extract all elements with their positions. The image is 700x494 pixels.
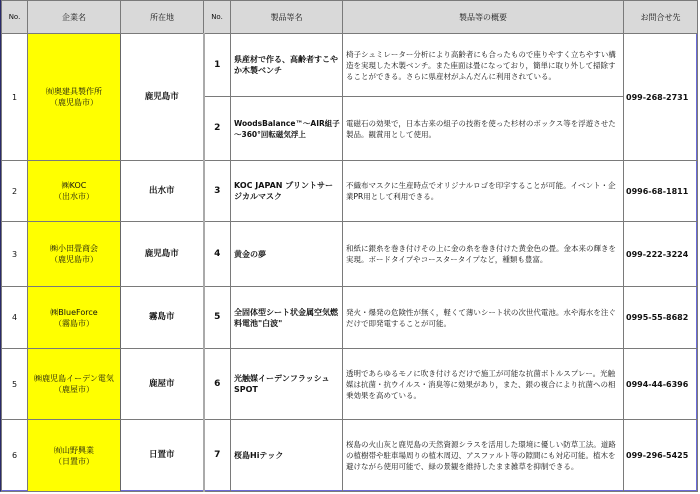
company-name-line: ㈲奥建具製作所 — [46, 87, 102, 96]
product-description: 不織布マスクに生産時点でオリジナルロゴを印字することが可能。イベント・企業PR用として利用できる。 — [343, 161, 624, 222]
company-city-line: （日置市） — [54, 456, 94, 466]
product-number: 4 — [204, 222, 231, 287]
company-name-line: ㈱KOC — [61, 181, 87, 190]
contact-phone: 0996-68-1811 — [624, 161, 698, 222]
product-name: KOC JAPAN プリントサージカルマスク — [231, 161, 343, 222]
company-name-line: ㈱小田畳商会 — [50, 244, 98, 253]
company-name — [28, 222, 121, 287]
location: 鹿屋市 — [121, 349, 204, 420]
company-name — [28, 349, 121, 420]
table-row — [2, 287, 698, 349]
product-name: 県産材で作る、高齢者すこやか木製ベンチ — [231, 34, 343, 97]
product-name: WoodsBalance™～AIR組子～360°回転磁気浮上 — [231, 97, 343, 161]
product-number: 1 — [204, 34, 231, 97]
product-description: 和紙に銀糸を巻き付けその上に金の糸を巻き付けた黄金色の畳。金本来の輝きを実現。ボードタイプやコースタータイプなど，種類も豊富。 — [343, 222, 624, 287]
location: 日置市 — [121, 420, 204, 492]
table-row — [2, 34, 698, 97]
company-city-line: （鹿児島市） — [50, 255, 98, 264]
row-number: 1 — [2, 34, 28, 161]
location: 鹿児島市 — [121, 34, 204, 161]
header-description: 製品等の概要 — [343, 1, 624, 34]
company-name-line: ㈲山野興業 — [54, 445, 94, 455]
contact-phone: 099-296-5425 — [624, 420, 698, 492]
row-number: 6 — [2, 420, 28, 492]
company-name — [28, 161, 121, 222]
header-no: No. — [2, 1, 28, 34]
company-name-line: ㈱BlueForce — [50, 307, 98, 317]
contact-phone: 0995-55-8682 — [624, 287, 698, 349]
header-row — [2, 1, 698, 34]
company-name — [28, 420, 121, 492]
header-product-name: 製品等名 — [231, 1, 343, 34]
row-number: 4 — [2, 287, 28, 349]
product-description: 椅子シュミレーター分析により高齢者にも合ったもので座りやすく立ちやすい構造を実現した木製ベンチ。また座面は畳になっており，簡単に取り外して掃除することができる。さらに県産材がふんだんに利用されている。 — [343, 34, 624, 97]
product-number: 3 — [204, 161, 231, 222]
company-product-table — [1, 0, 698, 492]
contact-phone: 0994-44-6396 — [624, 349, 698, 420]
product-name: 全固体型シート状金属空気燃料電池"白波" — [231, 287, 343, 349]
company-city-line: （出水市） — [54, 192, 94, 201]
location: 鹿児島市 — [121, 222, 204, 287]
row-number: 2 — [2, 161, 28, 222]
location: 霧島市 — [121, 287, 204, 349]
product-description: 透明であらゆるモノに吹き付けるだけで施工が可能な抗菌ボトルスプレー。光触媒は抗菌・抗ウイルス・消臭等に効果があり，また、銀の複合により抗菌への相乗効果を高めている。 — [343, 349, 624, 420]
product-number: 6 — [204, 349, 231, 420]
product-number: 7 — [204, 420, 231, 492]
product-number: 5 — [204, 287, 231, 349]
table-row — [2, 161, 698, 222]
table-row — [2, 420, 698, 492]
product-description: 桜島の火山灰と鹿児島の天然資源シラスを活用した環境に優しい防草工法。道路の植樹帯や駐車場周りの植木周辺、アスファルト等の隙間にも対応可能。植木を避けながら使用可能で、緑の景観を維持したまま雑草を抑制できる。 — [343, 420, 624, 492]
table-row — [2, 349, 698, 420]
contact-phone: 099-222-3224 — [624, 222, 698, 287]
product-name: 桜島Hiテック — [231, 420, 343, 492]
product-description: 電磁石の効果で，日本古来の組子の技術を使った杉材のボックス等を浮遊させた製品。観賞用として使用。 — [343, 97, 624, 161]
table-row — [2, 222, 698, 287]
location: 出水市 — [121, 161, 204, 222]
company-name-line: ㈱鹿児島イーデン電気 — [34, 374, 114, 383]
header-location: 所在地 — [121, 1, 204, 34]
header-company: 企業名 — [28, 1, 121, 34]
company-city-line: （鹿屋市） — [54, 385, 94, 394]
header-product-no: No. — [204, 1, 231, 34]
company-name — [28, 287, 121, 349]
contact-phone: 099-268-2731 — [624, 34, 698, 161]
product-name: 黄金の夢 — [231, 222, 343, 287]
row-number: 3 — [2, 222, 28, 287]
product-name: 光触媒イーデンフラッシュSPOT — [231, 349, 343, 420]
company-city-line: （鹿児島市） — [50, 98, 98, 107]
product-description: 発火・爆発の危険性が無く，軽くて薄いシート状の次世代電池。水や海水を注ぐだけで即発電することが可能。 — [343, 287, 624, 349]
row-number: 5 — [2, 349, 28, 420]
product-number: 2 — [204, 97, 231, 161]
company-city-line: （霧島市） — [54, 318, 94, 328]
company-name — [28, 34, 121, 161]
header-contact: お問合せ先 — [624, 1, 698, 34]
